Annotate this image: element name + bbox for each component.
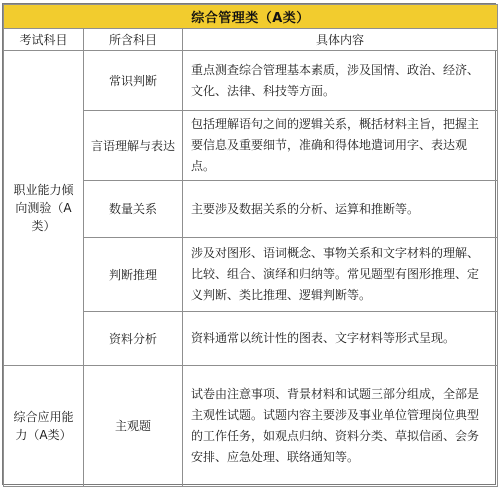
subject-cell: 判断推理 bbox=[84, 238, 183, 312]
header-specific-content: 具体内容 bbox=[183, 29, 498, 51]
subject-cell: 主观题 bbox=[84, 366, 183, 487]
category-cell-aptitude-test: 职业能力倾向测验（A类） bbox=[4, 51, 84, 366]
table-header-row bbox=[4, 29, 498, 51]
table-title: 综合管理类（A类） bbox=[4, 5, 498, 29]
content-cell: 主要涉及数据关系的分析、运算和推断等。 bbox=[183, 181, 498, 238]
content-cell: 资料通常以统计性的图表、文字材料等形式呈现。 bbox=[183, 312, 498, 366]
content-cell: 试卷由注意事项、背景材料和试题三部分组成，全部是主观性试题。试题内容主要涉及事业单位管理岗位典型的工作任务，如观点归纳、资料分类、草拟信函、会务安排、应急处理、联络通知等。 bbox=[183, 366, 498, 487]
subject-cell: 常识判断 bbox=[84, 51, 183, 111]
exam-subjects-table bbox=[3, 4, 498, 487]
header-included-subjects: 所含科目 bbox=[84, 29, 183, 51]
exam-subjects-table-frame bbox=[2, 3, 496, 485]
subject-cell: 数量关系 bbox=[84, 181, 183, 238]
subject-cell: 资料分析 bbox=[84, 312, 183, 366]
table-row bbox=[4, 51, 498, 111]
table-row bbox=[4, 366, 498, 487]
content-cell: 重点测查综合管理基本素质，涉及国情、政治、经济、文化、法律、科技等方面。 bbox=[183, 51, 498, 111]
table-title-row bbox=[4, 5, 498, 29]
header-exam-subject: 考试科目 bbox=[4, 29, 84, 51]
content-cell: 涉及对图形、语词概念、事物关系和文字材料的理解、比较、组合、演绎和归纳等。常见题型有图形推理、定义判断、类比推理、逻辑判断等。 bbox=[183, 238, 498, 312]
content-cell: 包括理解语句之间的逻辑关系，概括材料主旨，把握主要信息及重要细节，准确和得体地遣词用字、表达观点。 bbox=[183, 111, 498, 181]
subject-cell: 言语理解与表达 bbox=[84, 111, 183, 181]
category-cell-applied-ability: 综合应用能力（A类） bbox=[4, 366, 84, 487]
